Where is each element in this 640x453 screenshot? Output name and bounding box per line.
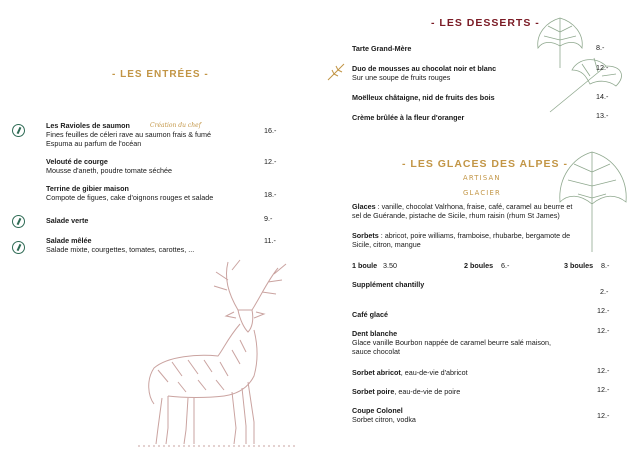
boule-price: 3.50 [383, 261, 397, 270]
boule-price: 6.- [501, 261, 510, 270]
glace-price: 12.- [597, 326, 610, 335]
chef-creation-tag: Création du chef [150, 122, 201, 129]
entree-item: Velouté de courge Mousse d'aneth, poudre tomate séchée [46, 157, 173, 175]
entree-price: 12.- [264, 157, 277, 166]
entree-price: 11.- [264, 236, 276, 245]
boule-price: 8.- [601, 261, 610, 270]
dessert-item: Moëlleux châtaigne, nid de fruits des bois [352, 93, 495, 102]
dessert-price: 12.- [596, 63, 609, 72]
entree-price: 18.- [264, 190, 277, 199]
dessert-item: Crème brûlée à la fleur d'oranger [352, 113, 465, 122]
entree-item: Les Ravioles de saumon Fines feuilles de céleri rave au saumon frais & fumé Espuma au parfum de l'océan [46, 121, 211, 148]
entree-item: Salade verte [46, 216, 89, 225]
glace-item: Sorbet poire, eau-de-vie de poire [352, 387, 461, 396]
desserts-title: - LES DESSERTS - [431, 17, 540, 29]
dessert-price: 13.- [596, 111, 609, 120]
glace-price: 12.- [597, 366, 610, 375]
dessert-item: Tarte Grand-Mère [352, 44, 412, 53]
entrees-title: - LES ENTRÉES - [112, 69, 209, 80]
glace-item: Supplément chantilly [352, 280, 425, 289]
glace-item: Dent blanche Glace vanille Bourbon nappée de caramel beurre salé maison, sauce chocolat [352, 329, 551, 356]
vegetarian-leaf-icon [12, 124, 25, 137]
glaces-flavours: Glaces : vanille, chocolat Valrhona, fraise, café, caramel au beurre et sel de Guérande, pistache de Sicile, rhum raisin (rhum St James) [352, 202, 573, 220]
glace-price: 2.- [600, 287, 609, 296]
artisan-subtitle: ARTISAN [463, 174, 501, 182]
dessert-price: 14.- [596, 92, 609, 101]
boule-label: 1 boule [352, 261, 378, 270]
stag-illustration [128, 258, 308, 450]
dessert-price: 8.- [596, 43, 605, 52]
entree-price: 16.- [264, 126, 277, 135]
glaces-title: - LES GLACES DES ALPES - [402, 158, 568, 170]
boule-label: 2 boules [464, 261, 494, 270]
glace-price: 12.- [597, 306, 610, 315]
glace-price: 12.- [597, 385, 610, 394]
vegetarian-leaf-icon [12, 215, 25, 228]
entree-price: 9.- [264, 214, 273, 223]
wheat-icon [326, 62, 346, 82]
vegetarian-leaf-icon [12, 241, 25, 254]
entree-item: Salade mêlée Salade mixte, courgettes, tomates, carottes, ... [46, 236, 195, 254]
glace-item: Coupe Colonel Sorbet citron, vodka [352, 406, 416, 424]
glace-item: Café glacé [352, 310, 388, 319]
leaf-decoration [546, 46, 636, 116]
menu-page-right [320, 0, 640, 453]
dessert-item: Duo de mousses au chocolat noir et blanc Sur une soupe de fruits rouges [352, 64, 497, 82]
entree-item: Terrine de gibier maison Compote de figues, cake d'oignons rouges et salade [46, 184, 214, 202]
glacier-subtitle: GLACIER [463, 189, 501, 197]
glace-item: Sorbet abricot, eau-de-vie d'abricot [352, 368, 468, 377]
boule-label: 3 boules [564, 261, 594, 270]
glace-price: 12.- [597, 411, 610, 420]
sorbets-flavours: Sorbets : abricot, poire williams, framboise, rhubarbe, bergamote de Sicile, citron, mangue [352, 231, 571, 249]
